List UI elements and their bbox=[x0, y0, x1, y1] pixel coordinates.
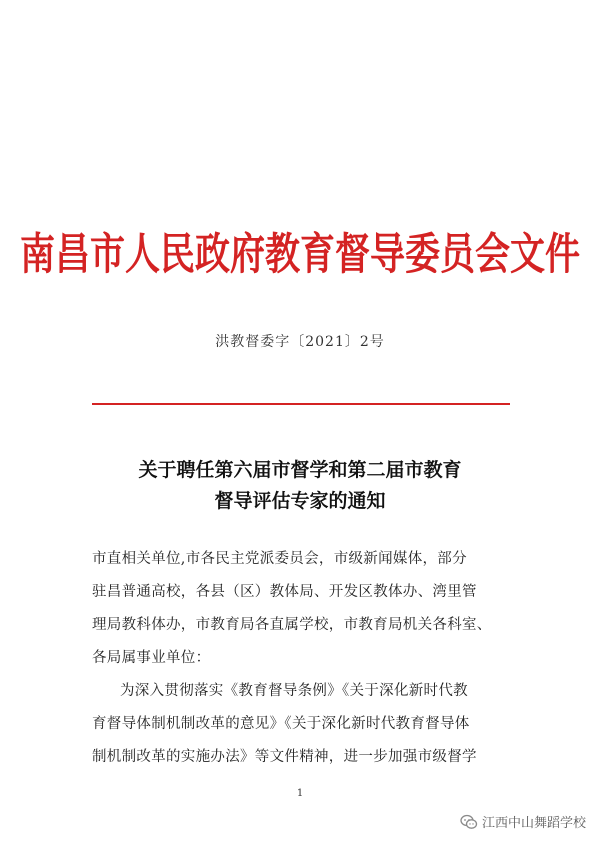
page-number: 1 bbox=[296, 788, 304, 799]
body-line-3: 理局教科体办，市教育局各直属学校，市教育局机关各科室、 bbox=[92, 617, 492, 633]
agency-header-title: 南昌市人民政府教育督导委员会文件 bbox=[19, 230, 580, 280]
watermark-text: 江西中山舞蹈学校 bbox=[481, 816, 586, 831]
wechat-icon bbox=[460, 814, 478, 830]
notice-title-line-2: 督导评估专家的通知 bbox=[214, 490, 386, 512]
body-line-2: 驻昌普通高校，各县（区）教体局、开发区教体办、湾里管 bbox=[92, 584, 477, 600]
wechat-watermark bbox=[460, 812, 586, 831]
body-line-7: 制机制改革的实施办法》等文件精神，进一步加强市级督学 bbox=[92, 749, 477, 765]
notice-title-line-1: 关于聘任第六届市督学和第二届市教育 bbox=[138, 459, 462, 481]
document-number: 洪教督委字〔2021〕2号 bbox=[215, 334, 385, 350]
body-line-4: 各局属事业单位： bbox=[92, 650, 211, 666]
body-line-5: 为深入贯彻落实《教育督导条例》《关于深化新时代教 bbox=[120, 683, 468, 699]
body-line-1: 市直相关单位,市各民主党派委员会，市级新闻媒体，部分 bbox=[92, 551, 467, 567]
red-divider bbox=[92, 403, 510, 405]
body-line-6: 育督导体制机制改革的意见》《关于深化新时代教育督导体 bbox=[92, 716, 470, 732]
